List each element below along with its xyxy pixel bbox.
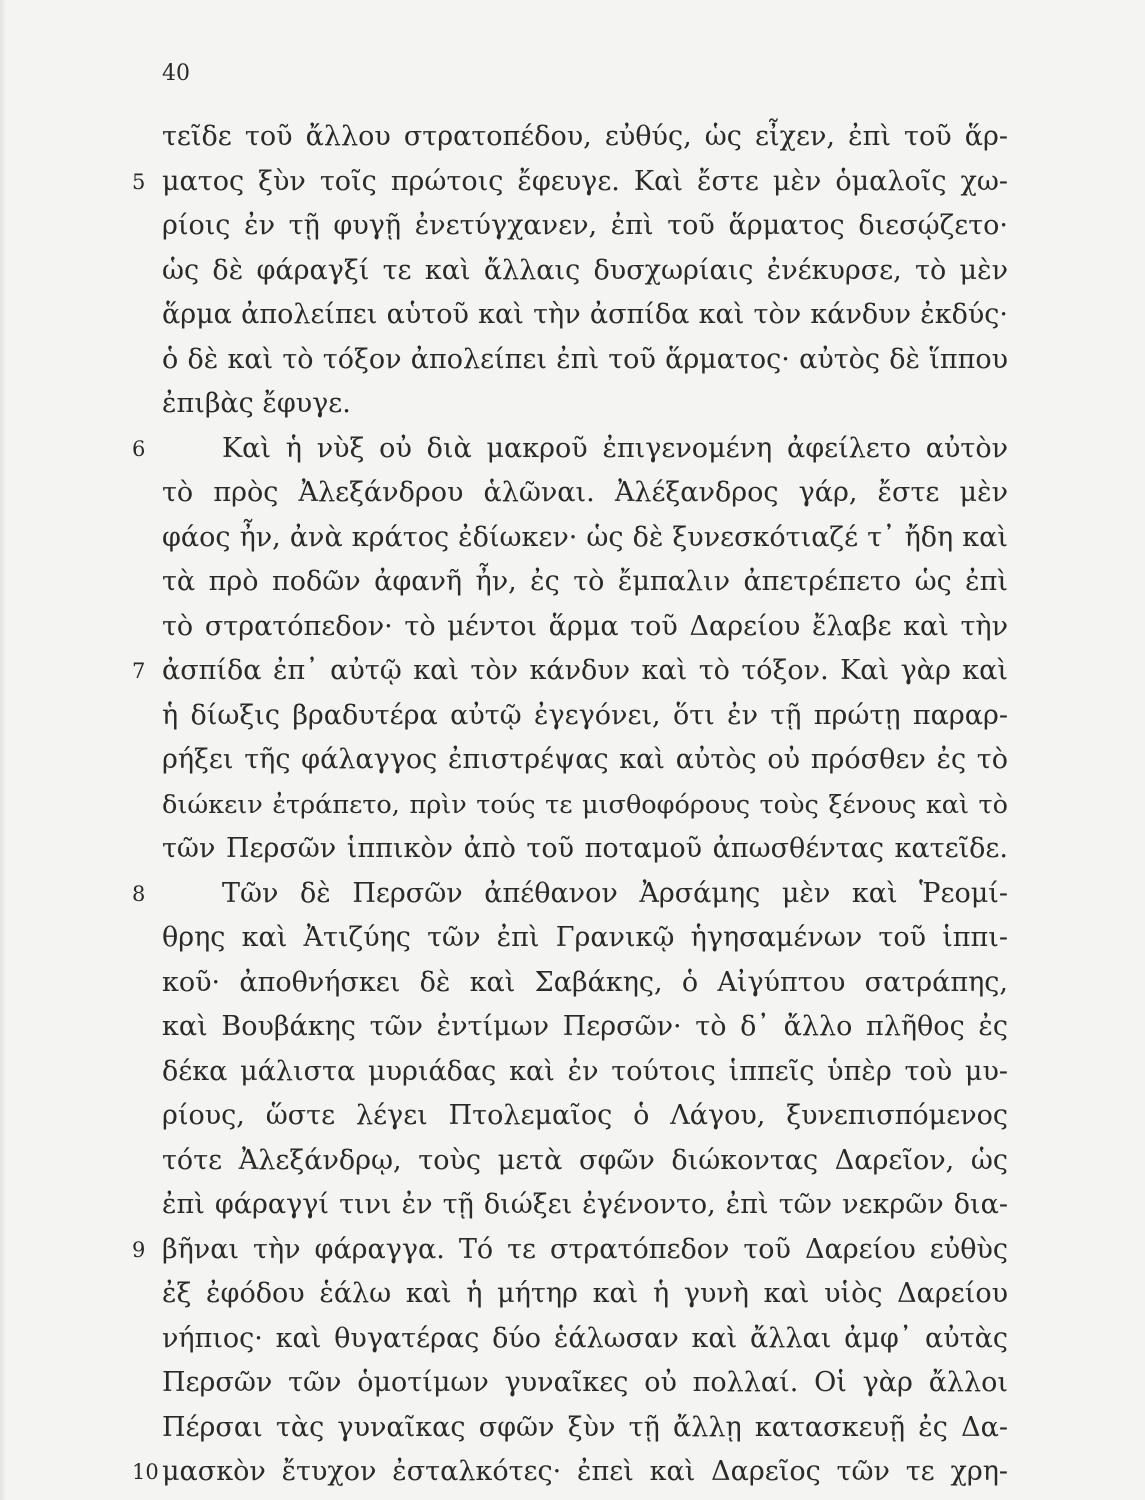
line-text: ρίους, ὥστε λέγει Πτολεμαῖος ὁ Λάγου, ξυνεπισπόμενος xyxy=(162,1100,1008,1131)
line-text: τὰ πρὸ ποδῶν ἀφανῆ ἦν, ἐς τὸ ἔμπαλιν ἀπετρέπετο ὡς ἐπὶ xyxy=(162,566,1008,597)
text-line xyxy=(132,872,1008,917)
text-line xyxy=(162,204,1008,249)
text-line xyxy=(162,516,1008,561)
text-line xyxy=(162,1183,1008,1228)
line-text: ἐπὶ φάραγγί τινι ἐν τῇ διώξει ἐγένοντο, ἐπὶ τῶν νεκρῶν δια- xyxy=(162,1189,1008,1220)
text-line xyxy=(162,738,1008,783)
line-text: ἅρμα ἀπολείπει αὑτοῦ καὶ τὴν ἀσπίδα καὶ τὸν κάνδυν ἐκδύς· xyxy=(162,299,1008,330)
line-text: Τῶν δὲ Περσῶν ἀπέθανον Ἀρσάμης μὲν καὶ Ῥεομί- xyxy=(222,877,1008,909)
text-line xyxy=(162,694,1008,739)
text-line xyxy=(162,916,1008,961)
line-text: καὶ Βουβάκης τῶν ἐντίμων Περσῶν· τὸ δ᾿ ἄλλο πλῆθος ἐς xyxy=(162,1011,1008,1042)
text-line xyxy=(162,1272,1008,1317)
text-line xyxy=(162,1005,1008,1050)
line-text: θρης καὶ Ἀτιζύης τῶν ἐπὶ Γρανικῷ ἡγησαμένων τοῦ ἱππι- xyxy=(162,922,1008,953)
text-line xyxy=(162,338,1008,383)
section-number: 5 xyxy=(132,169,146,194)
line-text: ἐξ ἐφόδου ἑάλω καὶ ἡ μήτηρ καὶ ἡ γυνὴ καὶ υἱὸς Δαρείου xyxy=(162,1278,1008,1309)
page-edge-shadow xyxy=(0,0,6,1500)
line-text: τὸ πρὸς Ἀλεξάνδρου ἁλῶναι. Ἀλέξανδρος γάρ, ἔστε μὲν xyxy=(162,477,1008,508)
text-line xyxy=(132,1450,1008,1495)
text-line xyxy=(132,649,1008,694)
section-number: 10 xyxy=(132,1460,159,1484)
line-text: νήπιος· καὶ θυγατέρας δύο ἑάλωσαν καὶ ἄλλαι ἀμφ᾿ αὐτὰς xyxy=(162,1322,1008,1354)
line-text: διώκειν ἐτράπετο, πρὶν τούς τε μισθοφόρους τοὺς ξένους καὶ τὸ xyxy=(162,789,1008,820)
text-line xyxy=(162,783,1008,828)
line-text: Καὶ ἡ νὺξ οὐ διὰ μακροῦ ἐπιγενομένη ἀφείλετο αὐτὸν xyxy=(222,432,1008,464)
text-line xyxy=(162,1406,1008,1451)
section-number: 7 xyxy=(132,659,146,683)
line-text: τεῖδε τοῦ ἄλλου στρατοπέδου, εὐθύς, ὡς εἶχεν, ἐπὶ τοῦ ἅρ- xyxy=(162,121,1008,152)
line-text: ὁ δὲ καὶ τὸ τόξον ἀπολείπει ἐπὶ τοῦ ἅρματος· αὐτὸς δὲ ἵππου xyxy=(162,343,1008,375)
text-line xyxy=(162,1094,1008,1139)
text-line xyxy=(162,382,1008,427)
page-number: 40 xyxy=(162,61,190,86)
text-line xyxy=(162,1317,1008,1362)
line-text: τῶν Περσῶν ἱππικὸν ἀπὸ τοῦ ποταμοῦ ἀπωσθέντας κατεῖδε. xyxy=(162,833,1008,864)
line-text: Πέρσαι τὰς γυναῖκας σφῶν ξὺν τῇ ἄλλῃ κατασκευῇ ἐς Δα- xyxy=(162,1411,1008,1443)
text-line xyxy=(162,249,1008,294)
text-line xyxy=(132,1228,1008,1273)
line-text: ρίοις ἐν τῇ φυγῇ ἐνετύγχανεν, ἐπὶ τοῦ ἅρματος διεσῴζετο· xyxy=(162,210,1008,241)
line-text: φάος ἦν, ἀνὰ κράτος ἐδίωκεν· ὡς δὲ ξυνεσκότιαζέ τ᾿ ἤδη καὶ xyxy=(162,521,1008,553)
line-text: τότε Ἀλεξάνδρῳ, τοὺς μετὰ σφῶν διώκοντας Δαρεῖον, ὡς xyxy=(162,1144,1008,1176)
text-line xyxy=(132,427,1008,472)
line-text: ἀσπίδα ἐπ᾿ αὐτῷ καὶ τὸν κάνδυν καὶ τὸ τόξον. Καὶ γὰρ καὶ xyxy=(162,655,1008,686)
section-number: 6 xyxy=(132,436,146,461)
text-line xyxy=(162,605,1008,650)
line-text: ὡς δὲ φάραγξί τε καὶ ἄλλαις δυσχωρίαις ἐνέκυρσε, τὸ μὲν xyxy=(162,254,1008,286)
text-line xyxy=(162,293,1008,338)
line-text: ἡ δίωξις βραδυτέρα αὐτῷ ἐγεγόνει, ὅτι ἐν τῇ πρώτῃ παραρ- xyxy=(162,699,1008,731)
line-text: ρήξει τῆς φάλαγγος ἐπιστρέψας καὶ αὐτὸς οὐ πρόσθεν ἐς τὸ xyxy=(162,744,1008,775)
line-text: μασκὸν ἔτυχον ἐσταλκότες· ἐπεὶ καὶ Δαρεῖος τῶν τε χρη- xyxy=(162,1456,1008,1487)
line-text: κοῦ· ἀποθνήσκει δὲ καὶ Σαβάκης, ὁ Αἰγύπτου σατράπης, xyxy=(162,966,1008,998)
line-text: δέκα μάλιστα μυριάδας καὶ ἐν τούτοις ἱππεῖς ὑπὲρ τοὺ μυ- xyxy=(162,1055,1008,1087)
line-text: τὸ στρατόπεδον· τὸ μέντοι ἅρμα τοῦ Δαρείου ἔλαβε καὶ τὴν xyxy=(162,610,1008,642)
text-line xyxy=(162,471,1008,516)
text-line xyxy=(162,961,1008,1006)
section-number: 8 xyxy=(132,881,146,906)
text-line xyxy=(162,560,1008,605)
line-text: βῆναι τὴν φάραγγα. Τό τε στρατόπεδον τοῦ Δαρείου εὐθὺς xyxy=(162,1233,1008,1265)
text-line xyxy=(162,1050,1008,1095)
line-text: ἐπιβὰς ἔφυγε. xyxy=(162,388,351,419)
text-line xyxy=(162,1139,1008,1184)
text-line xyxy=(162,115,1008,160)
line-text: Περσῶν τῶν ὁμοτίμων γυναῖκες οὐ πολλαί. Οἱ γὰρ ἄλλοι xyxy=(162,1367,1008,1398)
text-line xyxy=(162,1361,1008,1406)
line-text: ματος ξὺν τοῖς πρώτοις ἔφευγε. Καὶ ἔστε μὲν ὁμαλοῖς χω- xyxy=(162,165,1008,197)
text-line xyxy=(132,160,1008,205)
section-number: 9 xyxy=(132,1237,146,1262)
greek-text-body xyxy=(132,115,1008,1495)
text-line xyxy=(162,827,1008,872)
